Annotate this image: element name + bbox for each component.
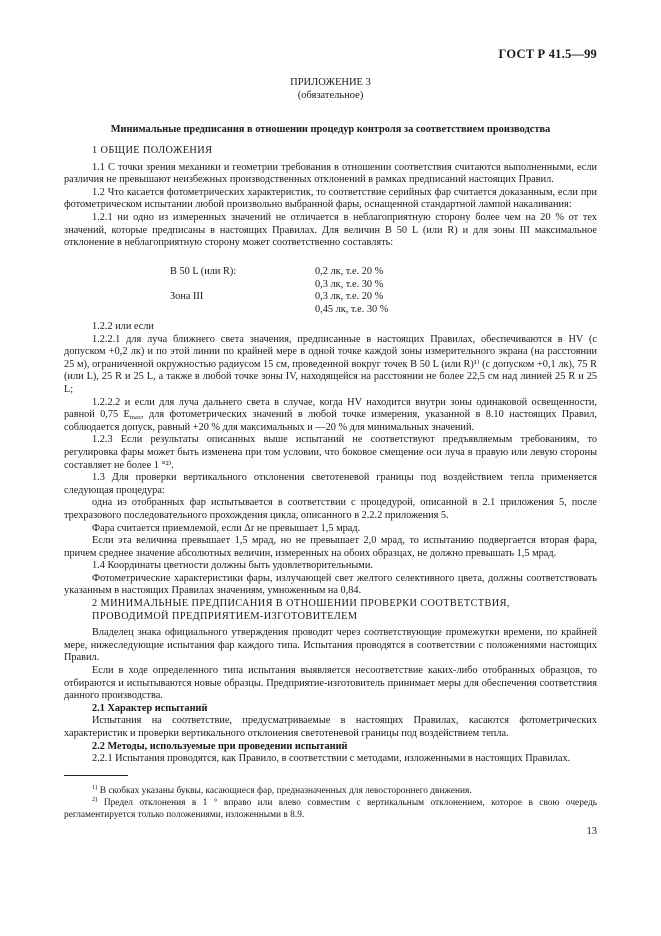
- section-1-text-continued: [64, 321, 597, 598]
- subsection-2-1-title: 2.1 Характер испытаний: [92, 702, 208, 714]
- paragraph-1-2-2-2: 1.2.2.2 и если для луча дальнего света в случае, когда HV находится внутри зоны одинаковой освещенности, равной 0,75 $E_{max}$, для фотометрических значений в любой точке измерения, указанной в 8.10 настоящих Правил, соблюдается допуск, равный +20 % для максимальных и —20 % для минимальных значений.: [64, 396, 597, 433]
- appendix-title-block: [64, 77, 597, 102]
- footnote-mark: 2): [92, 796, 98, 803]
- paragraph-2-2-1: 2.2.1 Испытания проводятся, как Правило, в соответствии с методами, изложенными в настоящих Правилах.: [92, 753, 571, 765]
- tolerance-value: 0,3 лк, т.е. 20 %: [315, 291, 384, 303]
- paragraph-1-3: 1.3 Для проверки вертикального отклонения светотеневой границы под воздействием тепла применяется следующая процедура:: [64, 472, 597, 496]
- tolerance-values: [64, 266, 597, 316]
- tolerance-row: [64, 304, 597, 317]
- section-2-title-line-2: ПРОВОДИМОЙ ПРЕДПРИЯТИЕМ-ИЗГОТОВИТЕЛЕМ: [92, 610, 358, 622]
- paragraph-1-2-3: 1.2.3 Если результаты описанных выше испытаний не соответствуют предъявляемым требованиям, то регулировка фары может быть изменена при том условии, что боковое смещение оси луча в правую или левую стороны составляет не более 1 °²⁾.: [64, 434, 597, 471]
- paragraph-1-3-b: Фара считается приемлемой, если Δr не превышает 1,5 мрад.: [92, 522, 361, 534]
- paragraph-2-a: Владелец знака официального утверждения проводит через соответствующие промежутки времени, по крайней мере, нижеследующие испытания фар каждого типа. Испытания проводятся в соответствии с положениями настоящих Правил.: [64, 627, 597, 664]
- footnotes: [64, 785, 597, 821]
- paragraph-1-3-a: одна из отобранных фар испытывается в соответствии с процедурой, описанной в 2.1 приложения 5, после трехразового последовательного прохождения цикла, описанного в 2.2.2 приложения 5.: [64, 497, 597, 521]
- tolerance-label: Зона III: [170, 291, 204, 303]
- section-2-title-line-1: 2 МИНИМАЛЬНЫЕ ПРЕДПИСАНИЯ В ОТНОШЕНИИ ПРОВЕРКИ СООТВЕТСТВИЯ,: [92, 598, 510, 609]
- appendix-title: ПРИЛОЖЕНИЕ 3: [290, 77, 371, 88]
- paragraph-1-1: 1.1 С точки зрения механики и геометрии требования в отношении соответствия считаются выполненными, если различия не превышают неизбежных производственных отклонений в рамках предписаний настоящих Правил.: [64, 161, 597, 186]
- section-2-text: [64, 598, 597, 766]
- tolerance-row: [64, 291, 597, 304]
- paragraph-1-2-2: 1.2.2 или если: [92, 321, 154, 332]
- section-1-text: [64, 145, 597, 250]
- document-id: ГОСТ Р 41.5—99: [498, 47, 597, 61]
- footnote-2: $^{2)}$ Предел отклонения в 1 ° вправо или влево совместим с вертикальным отклонением, которое в свою очередь регламентируется только положениями, изложенными в 8.9.: [64, 796, 597, 820]
- appendix-heading: Минимальные предписания в отношении процедур контроля за соответствием производства: [110, 124, 551, 135]
- footnote-1: $^{1)}$ В скобках указаны буквы, касающиеся фар, предназначенных для левостороннего движения.: [92, 784, 472, 796]
- tolerance-row: [64, 266, 597, 279]
- page-number: 13: [586, 826, 597, 837]
- tolerance-value: 0,45 лк, т.е. 30 %: [315, 303, 389, 315]
- tolerance-label: B 50 L (или R):: [170, 266, 237, 277]
- subsection-2-2-title: 2.2 Методы, используемые при проведении испытаний: [92, 740, 348, 752]
- paragraph-2-1: Испытания на соответствие, предусматриваемые в настоящих Правилах, касаются фотометрических характеристик и проверки вертикального отклонения светотеневой границы под воздействием тепла.: [64, 715, 597, 739]
- paragraph-1-2-2-1: 1.2.2.1 для луча ближнего света значения, предписанные в настоящих Правилах, обеспечиваются в HV (с допуском +0,2 лк) и по этой линии по крайней мере в одной точке каждой зоны измерительного экрана (на расстоянии 25 м), ограниченной окружностью радиусом 15 см, проведенной вокруг точек B 50 L (или R)¹⁾ (с допуском +0,1 лк), 75 R (или L), 25 R и 25 L, а также в любой точке зоны IV, находящейся на расстоянии не более 22,5 см над линией 25 R и 25 L;: [64, 333, 597, 395]
- paragraph-1-2: 1.2 Что касается фотометрических характеристик, то соответствие серийных фар считается доказанным, если при фотометрическом испытании любой произвольно выбранной фары, оснащенной стандартной лампой накаливания:: [64, 186, 597, 211]
- paragraph-2-b: Если в ходе определенного типа испытания выявляется несоответствие каких-либо отобранных образцов, то отбираются и испытываются новые образцы. Предприятие-изготовитель принимает меры для обеспечения соответствия данного производства.: [64, 664, 597, 702]
- footnote-mark: 1): [92, 784, 98, 791]
- paragraph-1-4-a: Фотометрические характеристики фары, излучающей свет желтого селективного цвета, должны соответствовать указанным в настоящих Правилах значениям, умноженным на 0,84.: [64, 572, 597, 597]
- tolerance-row: [64, 279, 597, 292]
- footnote-divider: [64, 775, 128, 776]
- paragraph-1-3-c: Если эта величина превышает 1,5 мрад, но не превышает 2,0 мрад, то испытанию подвергается вторая фара, причем среднее значение абсолютных величин, измеренных на обоих образцах, не должно превышать 1,5 мрад.: [64, 535, 597, 559]
- appendix-subtitle: (обязательное): [297, 89, 364, 101]
- emax-subscript: max: [129, 414, 142, 422]
- section-1-title: 1 ОБЩИЕ ПОЛОЖЕНИЯ: [92, 145, 213, 156]
- paragraph-1-4: 1.4 Координаты цветности должны быть удовлетворительными.: [92, 560, 373, 572]
- paragraph-1-2-1: 1.2.1 ни одно из измеренных значений не отличается в неблагоприятную сторону более чем на 20 % от тех значений, которые предписаны в настоящих Правилах. Для величин B 50 L (или R) и для зоны III максимальное отклонение в неблагоприятную сторону может соответственно составлять:: [64, 211, 597, 249]
- tolerance-value: 0,2 лк, т.е. 20 %: [315, 266, 384, 277]
- tolerance-value: 0,3 лк, т.е. 30 %: [315, 278, 384, 290]
